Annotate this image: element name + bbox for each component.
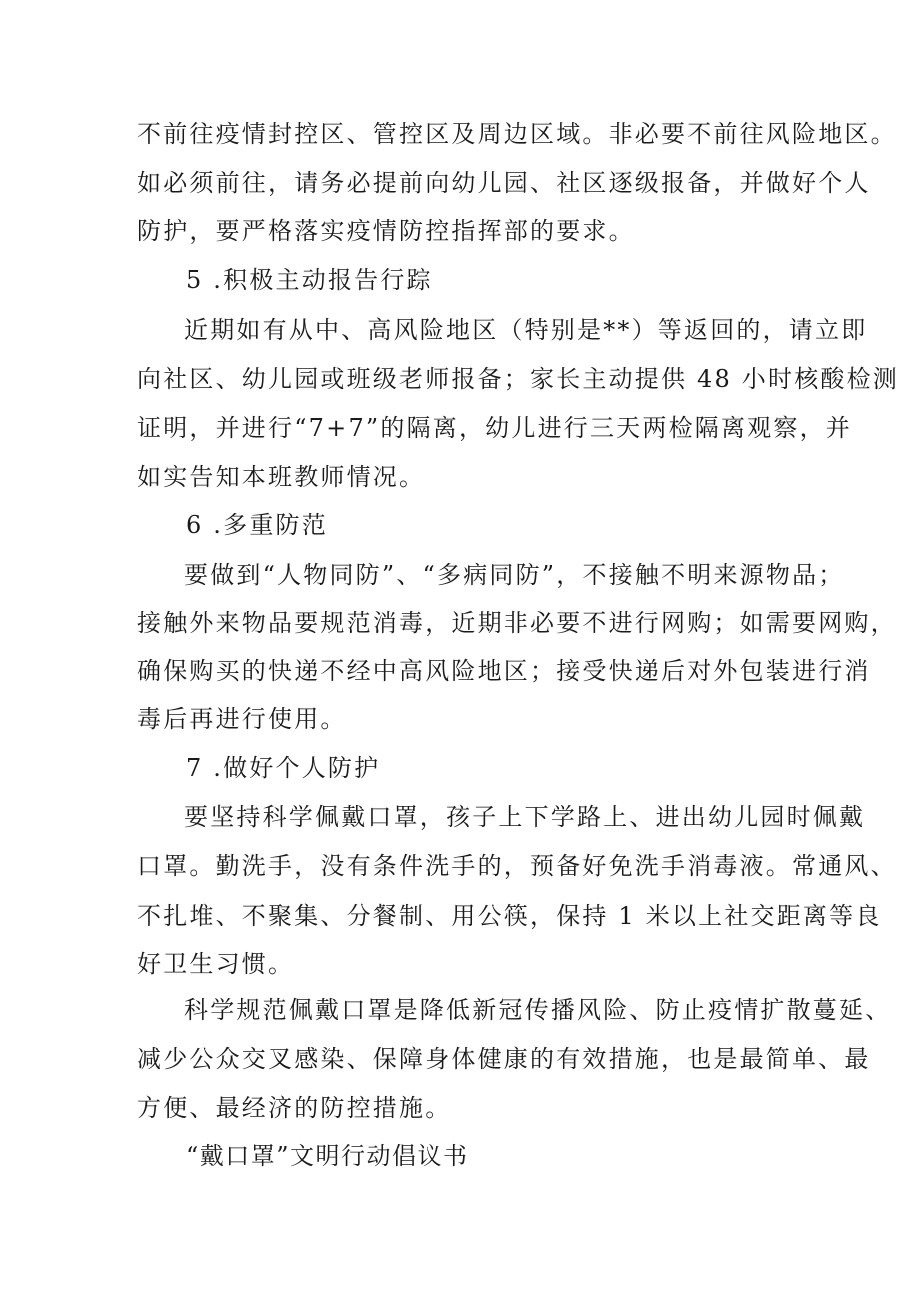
paragraph-line: 口罩。勤洗手，没有条件洗手的，预备好免洗手消毒液。常通风、 [137, 852, 897, 880]
paragraph-line: 科学规范佩戴口罩是降低新冠传播风险、防止疫情扩散蔓延、 [184, 996, 892, 1024]
paragraph-line: 如实告知本班教师情况。 [137, 463, 426, 491]
paragraph-line: 向社区、幼儿园或班级老师报备；家长主动提供 48 小时核酸检测 [137, 365, 899, 393]
paragraph-line: 好卫生习惯。 [137, 950, 295, 978]
paragraph-line: 毒后再进行使用。 [137, 705, 347, 733]
paragraph-line: 防护，要严格落实疫情防控指挥部的要求。 [137, 217, 635, 245]
paragraph-line: 证明，并进行“7+7”的隔离，幼儿进行三天两检隔离观察，并 [137, 414, 852, 442]
paragraph-line: 近期如有从中、高风险地区（特别是**）等返回的，请立即 [184, 316, 868, 344]
paragraph-line: 减少公众交叉感染、保障身体健康的有效措施，也是最简单、最 [137, 1045, 871, 1073]
paragraph-line: 要做到“人物同防”、“多病同防”，不接触不明来源物品； [184, 561, 845, 589]
section-heading-5: 5 .积极主动报告行踪 [186, 266, 433, 294]
paragraph-line: 要坚持科学佩戴口罩，孩子上下学路上、进出幼儿园时佩戴 [184, 803, 866, 831]
paragraph-line: 不扎堆、不聚集、分餐制、用公筷，保持 1 米以上社交距离等良 [137, 902, 882, 930]
section-heading-7: 7 .做好个人防护 [186, 754, 381, 782]
paragraph-line: 方便、最经济的防控措施。 [137, 1094, 452, 1122]
paragraph-line: 确保购买的快递不经中高风险地区；接受快递后对外包装进行消 [137, 657, 871, 685]
document-title: “戴口罩”文明行动倡议书 [186, 1142, 469, 1170]
paragraph-line: 不前往疫情封控区、管控区及周边区域。非必要不前往风险地区。 [137, 120, 897, 148]
section-heading-6: 6 .多重防范 [186, 511, 328, 539]
paragraph-line: 如必须前往，请务必提前向幼儿园、社区逐级报备，并做好个人 [137, 169, 871, 197]
paragraph-line: 接触外来物品要规范消毒，近期非必要不进行网购；如需要网购， [137, 609, 897, 637]
